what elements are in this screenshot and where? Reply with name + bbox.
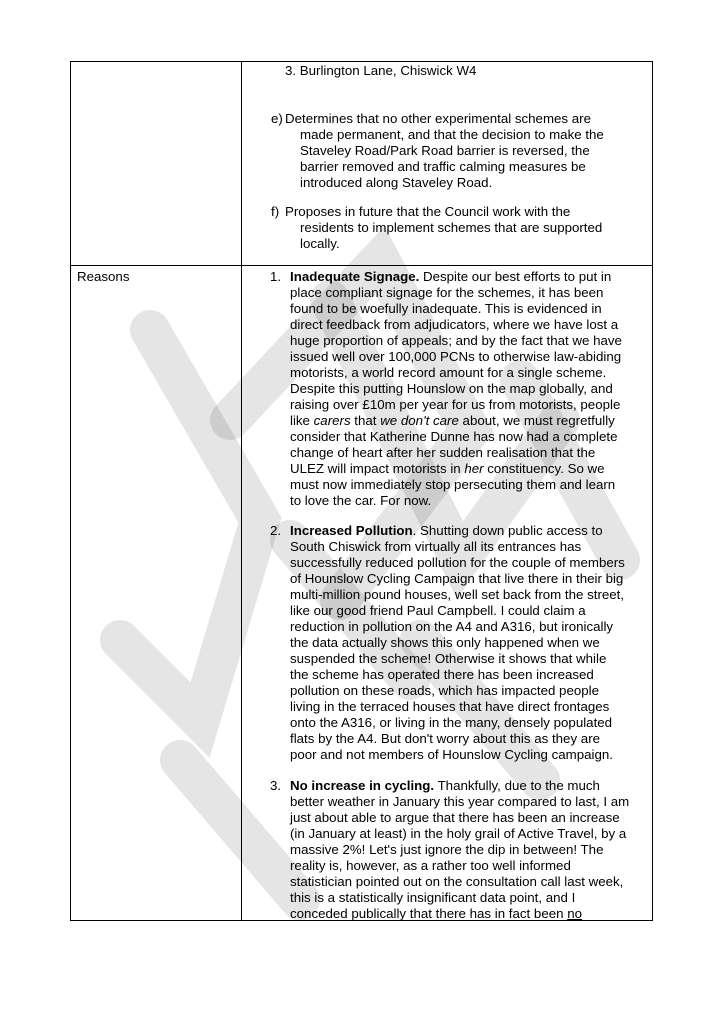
text-run: ULEZ will impact motorists in bbox=[290, 461, 465, 476]
text-line: Proposes in future that the Council work with the bbox=[285, 204, 571, 219]
motion-table bbox=[70, 61, 653, 921]
text-line: massive 2%! Let's just ignore the dip in between! The bbox=[290, 842, 604, 857]
text-line: locally. bbox=[300, 236, 340, 251]
underlined-run: no bbox=[567, 906, 582, 921]
text-run: . Shutting down public access to bbox=[412, 523, 603, 538]
text-line: poor and not members of Hounslow Cycling campaign. bbox=[290, 747, 613, 762]
text-line: huge proportion of appeals; and by the fact that we have bbox=[290, 333, 622, 348]
reason-heading: Inadequate Signage. bbox=[290, 269, 420, 284]
text-line: better weather in January this year compared to last, I am bbox=[290, 794, 630, 809]
text-line: Determines that no other experimental schemes are bbox=[285, 111, 591, 126]
text-line: found to be woefully inadequate. This is evidenced in bbox=[290, 301, 602, 316]
text-line: multi-million pound houses, well set back from the street, bbox=[290, 587, 625, 602]
text-line bbox=[290, 906, 632, 922]
text-line: motorists, a world record amount for a single scheme. bbox=[290, 365, 607, 380]
text-line: statistician pointed out on the consultation call last week, bbox=[290, 874, 624, 889]
text-line: flats by the A4. But don't worry about this as they are bbox=[290, 731, 601, 746]
text-run: that bbox=[350, 413, 381, 428]
text-line: pollution on these roads, which has impacted people bbox=[290, 683, 599, 698]
motion-item-e bbox=[271, 111, 630, 191]
column-divider bbox=[241, 62, 242, 920]
italic-run: carers bbox=[313, 413, 351, 428]
text-line bbox=[290, 413, 632, 429]
text-line: reduction in pollution on the A4 and A316, but ironically bbox=[290, 619, 614, 634]
reasons-label: Reasons bbox=[77, 269, 130, 284]
text-run: constituency. So we bbox=[483, 461, 605, 476]
reason-number: 3. bbox=[270, 778, 282, 793]
text-line: (in January at least) in the holy grail of Active Travel, by a bbox=[290, 826, 627, 841]
italic-run: her bbox=[464, 461, 484, 476]
text-line: issued well over 100,000 PCNs to otherwise law-abiding bbox=[290, 349, 622, 364]
text-line: the data actually shows this only happened when we bbox=[290, 635, 600, 650]
text-line: South Chiswick from virtually all its entrances has bbox=[290, 539, 582, 554]
text-line bbox=[290, 269, 632, 285]
motion-item-3: 3. Burlington Lane, Chiswick W4 bbox=[285, 63, 477, 78]
text-line: made permanent, and that the decision to make the bbox=[300, 127, 604, 142]
text-run: like bbox=[290, 413, 314, 428]
text-run: Despite our best efforts to put in bbox=[419, 269, 612, 284]
text-line: Despite this putting Hounslow on the map globally, and bbox=[290, 381, 613, 396]
text-line bbox=[290, 461, 632, 477]
text-line bbox=[290, 778, 632, 794]
text-line: onto the A316, or living in the many, densely populated bbox=[290, 715, 613, 730]
reason-2 bbox=[270, 523, 632, 763]
reason-heading: No increase in cycling. bbox=[290, 778, 435, 793]
text-run: Thankfully, due to the much bbox=[434, 778, 600, 793]
reason-number: 1. bbox=[270, 269, 282, 284]
text-run: conceded publically that there has in fact been bbox=[290, 906, 568, 921]
text-line: raising over £10m per year for us from motorists, people bbox=[290, 397, 621, 412]
text-line: successfully reduced pollution for the couple of members bbox=[290, 555, 625, 570]
text-line: residents to implement schemes that are supported bbox=[300, 220, 603, 235]
text-line bbox=[290, 523, 632, 539]
text-line: barrier removed and traffic calming measures be bbox=[300, 159, 586, 174]
text-line: Staveley Road/Park Road barrier is reversed, the bbox=[300, 143, 590, 158]
reason-number: 2. bbox=[270, 523, 282, 538]
list-marker: e) bbox=[271, 111, 283, 126]
text-line: direct feedback from adjudicators, where we have lost a bbox=[290, 317, 619, 332]
text-line: consider that Katherine Dunne has now had a complete bbox=[290, 429, 618, 444]
text-line: must now immediately stop persecuting them and learn bbox=[290, 477, 616, 492]
text-line: to love the car. For now. bbox=[290, 493, 432, 508]
text-line: of Hounslow Cycling Campaign that live there in their big bbox=[290, 571, 624, 586]
italic-run: we don't care bbox=[380, 413, 459, 428]
motion-item-f bbox=[271, 204, 630, 252]
text-line: the scheme has operated there has been increased bbox=[290, 667, 594, 682]
reason-1 bbox=[270, 269, 632, 509]
reason-3 bbox=[270, 778, 632, 922]
text-line: introduced along Staveley Road. bbox=[300, 175, 493, 190]
text-line: like our good friend Paul Campbell. I could claim a bbox=[290, 603, 586, 618]
list-marker: f) bbox=[271, 204, 280, 219]
text-line: just about able to argue that there has been an increase bbox=[290, 810, 620, 825]
text-line: change of heart after her sudden realisation that the bbox=[290, 445, 596, 460]
text-line: place compliant signage for the schemes, it has been bbox=[290, 285, 604, 300]
reason-heading: Increased Pollution bbox=[290, 523, 413, 538]
text-line: reality is, however, as a rather too well informed bbox=[290, 858, 571, 873]
text-run: about, we must regretfully bbox=[458, 413, 615, 428]
text-line: suspended the scheme! Otherwise it shows that while bbox=[290, 651, 607, 666]
text-line: living in the terraced houses that have direct frontages bbox=[290, 699, 610, 714]
row-divider bbox=[71, 265, 652, 266]
text-line: this is a statistically insignificant data point, and I bbox=[290, 890, 576, 905]
